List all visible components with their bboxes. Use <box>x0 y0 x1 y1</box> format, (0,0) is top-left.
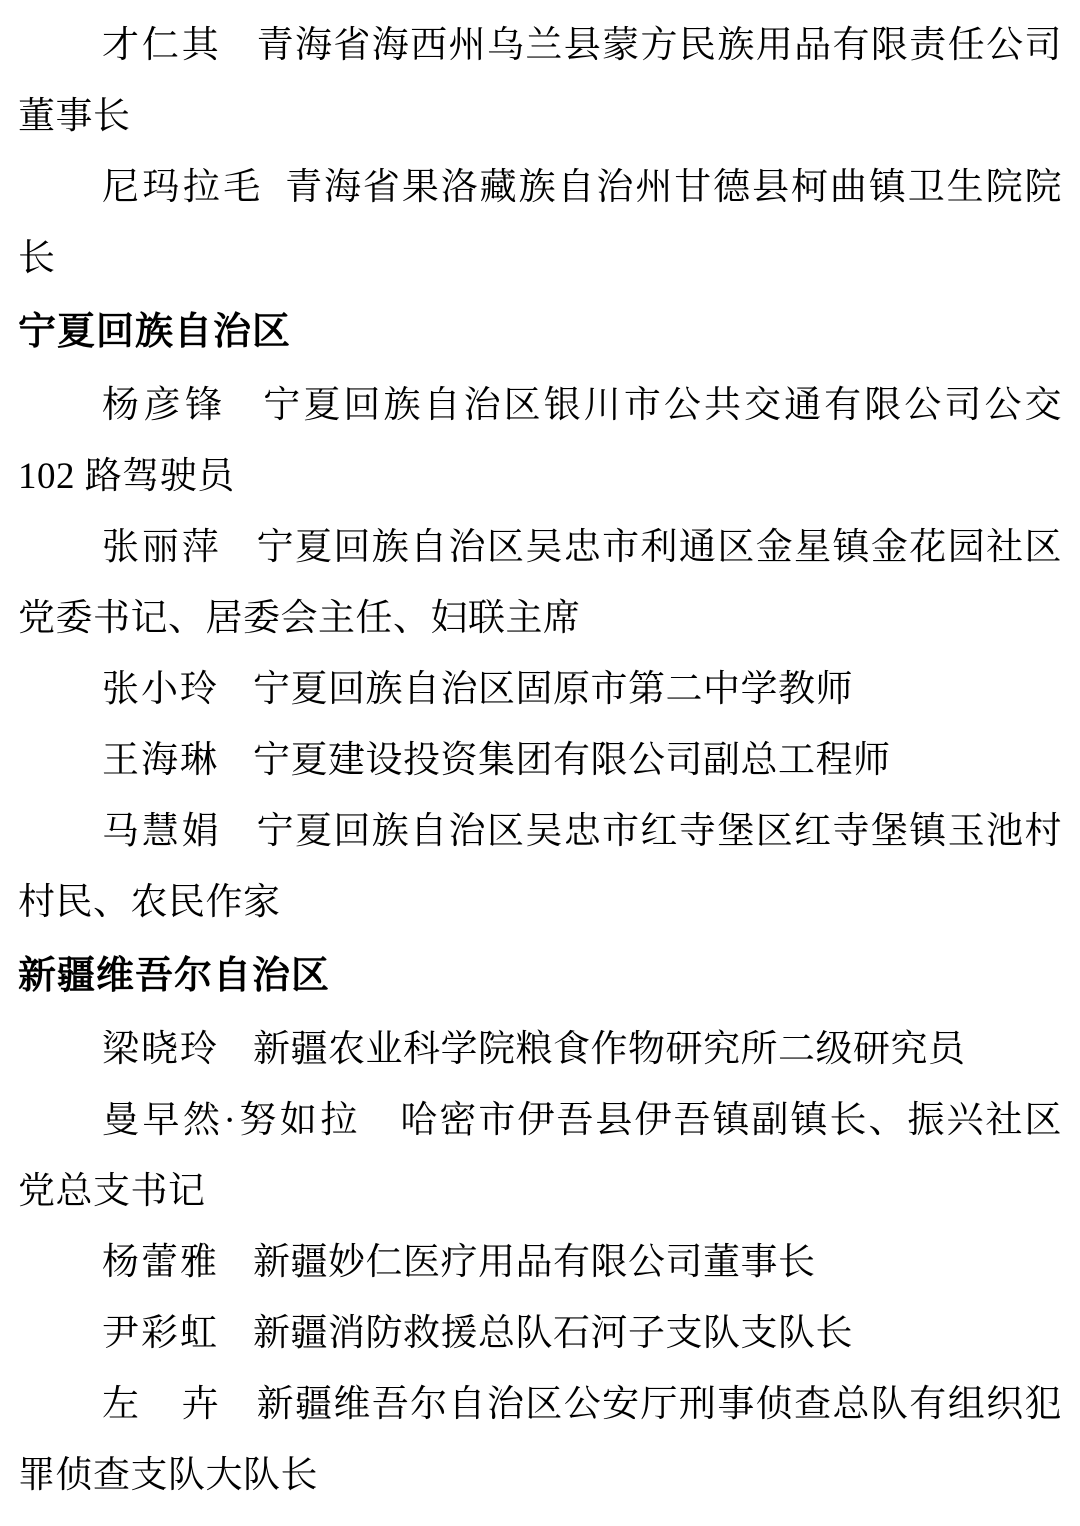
person-name: 才仁其 <box>102 25 222 66</box>
person-title: 宁夏回族自治区吴忠市利通区金星镇金花园社区党委书记、居委会主任、妇联主席 <box>18 527 1062 639</box>
person-name: 曼早然·努如拉 <box>102 1100 361 1141</box>
person-title: 青海省果洛藏族自治州甘德县柯曲镇卫生院院长 <box>18 167 1063 279</box>
person-name: 杨彦锋 <box>102 385 227 426</box>
person-name: 张小玲 <box>102 669 219 710</box>
person-name: 尹彩虹 <box>102 1313 219 1354</box>
list-item <box>18 1298 1062 1369</box>
list-item <box>18 152 1062 294</box>
person-title: 宁夏回族自治区银川市公共交通有限公司公交 102 路驾驶员 <box>18 385 1063 497</box>
list-item <box>18 1085 1062 1227</box>
person-title: 宁夏建设投资集团有限公司副总工程师 <box>253 740 891 781</box>
list-item <box>18 654 1062 725</box>
list-item <box>18 10 1062 152</box>
list-item <box>18 725 1062 796</box>
person-title: 新疆妙仁医疗用品有限公司董事长 <box>253 1242 816 1283</box>
list-item <box>18 370 1062 512</box>
list-item <box>18 796 1062 938</box>
person-title: 宁夏回族自治区吴忠市红寺堡区红寺堡镇玉池村村民、农民作家 <box>18 811 1062 923</box>
region-heading: 宁夏回族自治区 <box>18 311 292 353</box>
person-name: 左 卉 <box>102 1384 222 1425</box>
person-title: 新疆消防救援总队石河子支队支队长 <box>253 1313 853 1354</box>
person-title: 哈密市伊吾县伊吾镇副镇长、振兴社区党总支书记 <box>18 1100 1062 1212</box>
person-title: 新疆维吾尔自治区公安厅刑事侦查总队有组织犯罪侦查支队大队长 <box>18 1384 1062 1496</box>
person-title: 新疆农业科学院粮食作物研究所二级研究员 <box>253 1029 966 1070</box>
list-item <box>18 1227 1062 1298</box>
list-item <box>18 512 1062 654</box>
person-name: 马慧娟 <box>102 811 222 852</box>
list-item <box>18 1369 1062 1511</box>
list-item <box>18 1014 1062 1085</box>
person-name: 王海琳 <box>102 740 219 781</box>
person-name: 张丽萍 <box>102 527 222 568</box>
region-heading: 新疆维吾尔自治区 <box>18 955 331 997</box>
person-name: 杨蕾雅 <box>102 1242 219 1283</box>
person-title: 青海省海西州乌兰县蒙方民族用品有限责任公司董事长 <box>18 25 1062 137</box>
person-title: 宁夏回族自治区固原市第二中学教师 <box>253 669 853 710</box>
person-name: 梁晓玲 <box>102 1029 219 1070</box>
person-name: 尼玛拉毛 <box>102 167 264 208</box>
